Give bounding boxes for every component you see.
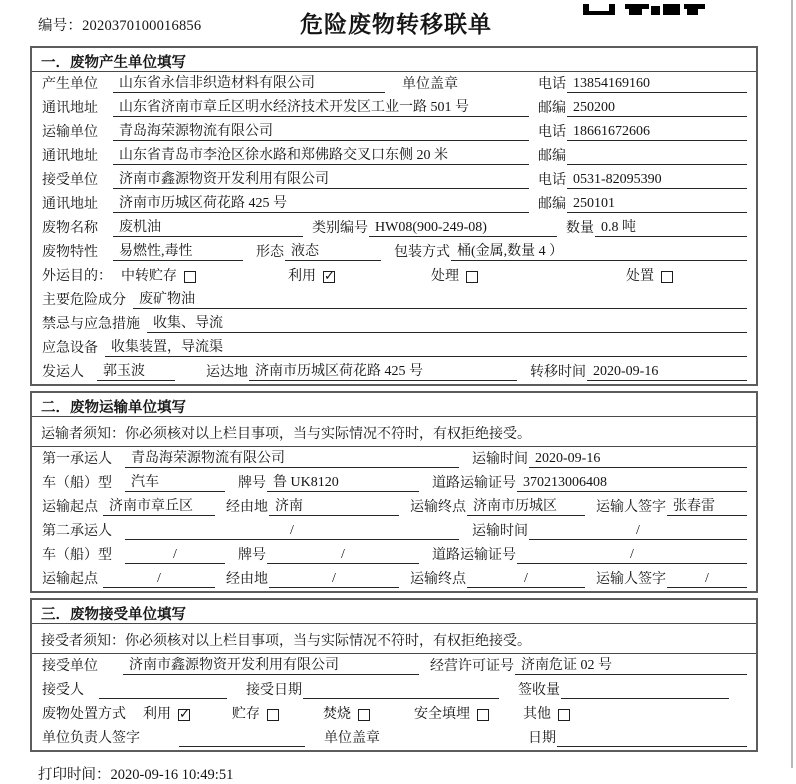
received-amount-label: 签收量 bbox=[518, 683, 560, 698]
license-value: 济南危证 02 号 bbox=[515, 657, 747, 675]
serial-value: 2020370100016856 bbox=[82, 18, 202, 34]
receiver-value bbox=[99, 681, 227, 699]
field-row-hazard bbox=[32, 288, 756, 312]
checkbox-treat-icon bbox=[466, 271, 478, 283]
transport-time-value: / bbox=[529, 522, 747, 540]
carrier-sign-value: / bbox=[667, 570, 747, 588]
checkbox-utilize-icon bbox=[323, 271, 335, 283]
carrier2-label: 第二承运人 bbox=[42, 524, 112, 539]
document-header bbox=[30, 6, 762, 42]
field-row-waste-name bbox=[32, 216, 756, 240]
option-label: 焚烧 bbox=[323, 707, 351, 722]
route-via-label: 经由地 bbox=[226, 572, 268, 587]
field-row-route2 bbox=[32, 567, 756, 591]
field-row-carrier1 bbox=[32, 447, 756, 471]
phone-label: 电话 bbox=[538, 125, 566, 140]
field-row-receive-unit bbox=[32, 168, 756, 192]
packing-label: 包装方式 bbox=[394, 245, 450, 260]
route-end-label: 运输终点 bbox=[410, 500, 466, 515]
option-label: 处置 bbox=[626, 269, 654, 284]
form-value: 液态 bbox=[285, 243, 381, 261]
zip-label: 邮编 bbox=[538, 149, 566, 164]
option-store bbox=[232, 706, 279, 723]
field-row-receipt bbox=[32, 678, 756, 702]
vehicle-type-label: 车（船）型 bbox=[42, 476, 112, 491]
carrier1-value: 青岛海荣源物流有限公司 bbox=[125, 450, 459, 468]
route-start-label: 运输起点 bbox=[42, 500, 98, 515]
carrier2-value: / bbox=[125, 522, 459, 540]
transport-unit-label: 运输单位 bbox=[42, 125, 98, 140]
carrier-sign-label: 运输人签字 bbox=[596, 500, 666, 515]
route-start-value: 济南市章丘区 bbox=[103, 498, 215, 516]
waste-traits-label: 废物特性 bbox=[42, 245, 98, 260]
plate-value: 鲁 UK8120 bbox=[267, 474, 419, 492]
route-end-label: 运输终点 bbox=[410, 572, 466, 587]
zip-value: 250200 bbox=[567, 99, 747, 117]
qr-code-fragment-icon bbox=[583, 4, 723, 16]
quantity-value: 0.8 吨 bbox=[595, 219, 747, 237]
field-row-equipment bbox=[32, 336, 756, 360]
permit-value: / bbox=[517, 546, 747, 564]
quantity-label: 数量 bbox=[566, 221, 594, 236]
field-row-producer-unit bbox=[32, 72, 756, 96]
plate-label: 牌号 bbox=[238, 476, 266, 491]
field-row-receive-unit bbox=[32, 654, 756, 678]
field-row-purpose bbox=[32, 264, 756, 288]
field-row-transport-address bbox=[32, 144, 756, 168]
receive-unit-label: 接受单位 bbox=[42, 659, 98, 674]
category-label: 类别编号 bbox=[312, 221, 368, 236]
plate-label: 牌号 bbox=[238, 548, 266, 563]
option-transfer-storage bbox=[121, 268, 196, 285]
field-row-disposal bbox=[32, 702, 756, 726]
purpose-label: 外运目的： bbox=[42, 269, 112, 284]
date-value bbox=[557, 729, 747, 747]
hazard-label: 主要危险成分 bbox=[42, 293, 126, 308]
date-label: 日期 bbox=[528, 731, 556, 746]
responsible-sign-value bbox=[179, 729, 305, 747]
equipment-label: 应急设备 bbox=[42, 341, 98, 356]
field-row-producer-address bbox=[32, 96, 756, 120]
category-value: HW08(900-249-08) bbox=[369, 219, 557, 237]
disposal-label: 废物处置方式 bbox=[42, 707, 126, 722]
field-row-signoff bbox=[32, 726, 756, 750]
field-row-waste-traits bbox=[32, 240, 756, 264]
waste-name-label: 废物名称 bbox=[42, 221, 98, 236]
plate-value: / bbox=[267, 546, 419, 564]
field-row-transport-unit bbox=[32, 120, 756, 144]
receive-unit-label: 接受单位 bbox=[42, 173, 98, 188]
section-producer-title: 一．废物产生单位填写 bbox=[32, 48, 756, 72]
taboo-value: 收集、导流 bbox=[147, 315, 747, 333]
option-landfill bbox=[414, 706, 489, 723]
zip-value: 250101 bbox=[567, 195, 747, 213]
checkbox-dispose-icon bbox=[661, 271, 673, 283]
vehicle-type-value: 汽车 bbox=[125, 474, 225, 492]
option-label: 贮存 bbox=[232, 707, 260, 722]
option-label: 处理 bbox=[431, 269, 459, 284]
address-value: 山东省济南市章丘区明水经济技术开发区工业一路 501 号 bbox=[113, 99, 529, 117]
destination-label: 运达地 bbox=[206, 365, 248, 380]
route-end-value: 济南市历城区 bbox=[467, 498, 585, 516]
phone-value: 18661672606 bbox=[567, 123, 747, 141]
vehicle-type-value: / bbox=[125, 546, 225, 564]
permit-label: 道路运输证号 bbox=[432, 476, 516, 491]
received-amount-value bbox=[561, 681, 729, 699]
option-treat bbox=[431, 268, 478, 285]
address-label: 通讯地址 bbox=[42, 197, 98, 212]
page-edge bbox=[791, 0, 793, 768]
option-incinerate bbox=[323, 706, 370, 723]
carrier-sign-value: 张春雷 bbox=[667, 498, 747, 516]
option-other bbox=[523, 706, 570, 723]
field-row-receive-address bbox=[32, 192, 756, 216]
transport-time-value: 2020-09-16 bbox=[529, 450, 747, 468]
route-end-value: / bbox=[467, 570, 585, 588]
section-producer bbox=[30, 46, 758, 386]
checkbox-other-icon bbox=[558, 709, 570, 721]
packing-value: 桶(金属,数量 4 ） bbox=[451, 243, 747, 261]
option-label: 中转贮存 bbox=[121, 269, 177, 284]
receive-unit-value: 济南市鑫源物资开发利用有限公司 bbox=[113, 171, 529, 189]
address-label: 通讯地址 bbox=[42, 101, 98, 116]
route-start-label: 运输起点 bbox=[42, 572, 98, 587]
section-receive bbox=[30, 598, 758, 752]
field-row-dispatch bbox=[32, 360, 756, 384]
permit-label: 道路运输证号 bbox=[432, 548, 516, 563]
transfer-time-value: 2020-09-16 bbox=[587, 363, 747, 381]
transport-time-label: 运输时间 bbox=[472, 452, 528, 467]
waste-name-value: 废机油 bbox=[113, 219, 303, 237]
address-value: 济南市历城区荷花路 425 号 bbox=[113, 195, 529, 213]
carrier1-label: 第一承运人 bbox=[42, 452, 112, 467]
receive-date-label: 接受日期 bbox=[246, 683, 302, 698]
option-label: 其他 bbox=[523, 707, 551, 722]
route-via-label: 经由地 bbox=[226, 500, 268, 515]
transport-time-label: 运输时间 bbox=[472, 524, 528, 539]
zip-label: 邮编 bbox=[538, 197, 566, 212]
transport-unit-value: 青岛海荣源物流有限公司 bbox=[113, 123, 529, 141]
checkbox-incinerate-icon bbox=[358, 709, 370, 721]
phone-label: 电话 bbox=[538, 173, 566, 188]
field-row-vehicle2 bbox=[32, 543, 756, 567]
address-label: 通讯地址 bbox=[42, 149, 98, 164]
vehicle-type-label: 车（船）型 bbox=[42, 548, 112, 563]
option-label: 利用 bbox=[143, 707, 171, 722]
transport-notice: 运输者须知：你必须核对以上栏目事项，当与实际情况不符时，有权拒绝接受。 bbox=[32, 417, 756, 447]
carrier-sign-label: 运输人签字 bbox=[596, 572, 666, 587]
waste-traits-value: 易燃性,毒性 bbox=[113, 243, 243, 261]
equipment-value: 收集装置，导流渠 bbox=[105, 339, 747, 357]
field-row-carrier2 bbox=[32, 519, 756, 543]
route-via-value: 济南 bbox=[269, 498, 399, 516]
producer-unit-value: 山东省永信非织造材料有限公司 bbox=[113, 75, 385, 93]
checkbox-utilize-icon bbox=[178, 709, 190, 721]
destination-value: 济南市历城区荷花路 425 号 bbox=[249, 363, 517, 381]
receive-date-value bbox=[303, 681, 499, 699]
print-time: 打印时间：2020-09-16 10:49:51 bbox=[38, 767, 234, 783]
section-transport-title: 二．废物运输单位填写 bbox=[32, 393, 756, 417]
dispatcher-value: 郭玉波 bbox=[97, 363, 175, 381]
phone-label: 电话 bbox=[538, 77, 566, 92]
page-title: 危险废物转移联单 bbox=[300, 11, 492, 37]
receive-unit-value: 济南市鑫源物资开发利用有限公司 bbox=[123, 657, 419, 675]
taboo-label: 禁忌与应急措施 bbox=[42, 317, 140, 332]
receive-notice: 接受者须知：你必须核对以上栏目事项，当与实际情况不符时，有权拒绝接受。 bbox=[32, 624, 756, 654]
permit-value: 370213006408 bbox=[517, 474, 747, 492]
address-value: 山东省青岛市李沧区徐水路和郑佛路交叉口东侧 20 米 bbox=[113, 147, 529, 165]
field-row-route1 bbox=[32, 495, 756, 519]
route-start-value: / bbox=[103, 570, 215, 588]
option-label: 利用 bbox=[288, 269, 316, 284]
route-via-value: / bbox=[269, 570, 399, 588]
section-receive-title: 三．废物接受单位填写 bbox=[32, 600, 756, 624]
producer-unit-label: 产生单位 bbox=[42, 77, 98, 92]
option-label: 安全填埋 bbox=[414, 707, 470, 722]
zip-label: 邮编 bbox=[538, 101, 566, 116]
section-transport bbox=[30, 391, 758, 593]
hazard-value: 废矿物油 bbox=[133, 291, 747, 309]
checkbox-landfill-icon bbox=[477, 709, 489, 721]
option-utilize bbox=[143, 706, 190, 723]
dispatcher-label: 发运人 bbox=[42, 365, 84, 380]
zip-value bbox=[567, 147, 747, 165]
license-label: 经营许可证号 bbox=[430, 659, 514, 674]
checkbox-transfer-storage-icon bbox=[184, 271, 196, 283]
unit-stamp-label: 单位盖章 bbox=[324, 731, 380, 746]
field-row-vehicle1 bbox=[32, 471, 756, 495]
responsible-sign-label: 单位负责人签字 bbox=[42, 731, 140, 746]
option-utilize bbox=[288, 268, 335, 285]
phone-value: 0531-82095390 bbox=[567, 171, 747, 189]
form-label: 形态 bbox=[256, 245, 284, 260]
transfer-time-label: 转移时间 bbox=[530, 365, 586, 380]
checkbox-store-icon bbox=[267, 709, 279, 721]
option-dispose bbox=[626, 268, 673, 285]
field-row-taboo bbox=[32, 312, 756, 336]
stamp-label: 单位盖章 bbox=[402, 77, 458, 92]
phone-value: 13854169160 bbox=[567, 75, 747, 93]
serial-label: 编号： bbox=[38, 18, 83, 34]
receiver-label: 接受人 bbox=[42, 683, 84, 698]
